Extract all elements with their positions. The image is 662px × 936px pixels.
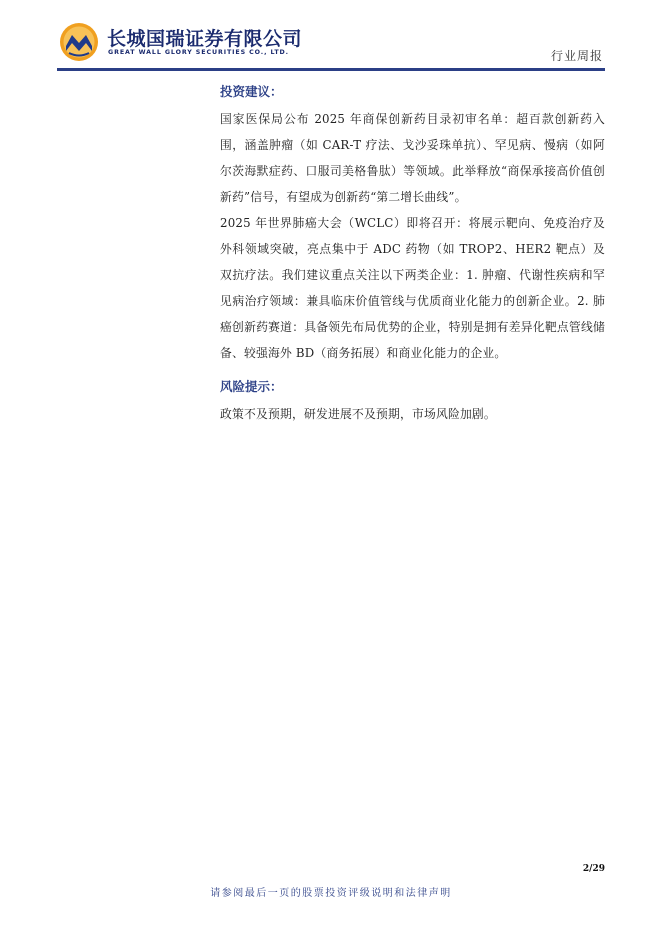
investment-paragraph: 国家医保局公布 2025 年商保创新药目录初审名单：超百款创新药入围，涵盖肿瘤（如 CAR-T 疗法、戈沙妥珠单抗）、罕见病、慢病（如阿尔茨海默症药、口服司美格鲁肽）等领域。此举释放“商保承接高价值创新药”信号，有望成为创新药“第二增长曲线”。 <box>220 112 605 204</box>
page-header <box>57 20 605 72</box>
company-name-cn: 长城国瑞证券有限公司 <box>107 28 303 50</box>
risk-warning-heading: 风险提示： <box>220 379 283 394</box>
report-body <box>220 84 605 427</box>
header-divider <box>57 68 605 71</box>
company-name-en: GREAT WALL GLORY SECURITIES CO., LTD. <box>108 49 289 56</box>
disclaimer-footer: 请参阅最后一页的股票投资评级说明和法律声明 <box>210 888 452 899</box>
great-wall-glory-logo-icon <box>59 22 99 62</box>
investment-advice-heading: 投资建议： <box>220 84 283 99</box>
risk-paragraph: 政策不及预期，研发进展不及预期，市场风险加剧。 <box>220 407 496 421</box>
report-type-label: 行业周报 <box>550 49 603 63</box>
investment-paragraph: 2025 年世界肺癌大会（WCLC）即将召开：将展示靶向、免疫治疗及外科领域突破，亮点集中于 ADC 药物（如 TROP2、HER2 靶点）及双抗疗法。我们建议重点关注以下两类企业：1. 肿瘤、代谢性疾病和罕见病治疗领域：兼具临床价值管线与优质商业化能力的创新企业。2. 肺癌创新药赛道：具备领先布局优势的企业，特别是拥有差异化靶点管线储备、较强海外 BD（商务拓展）和商业化能力的企业。 <box>220 216 605 360</box>
page-number: 2/29 <box>582 864 605 874</box>
